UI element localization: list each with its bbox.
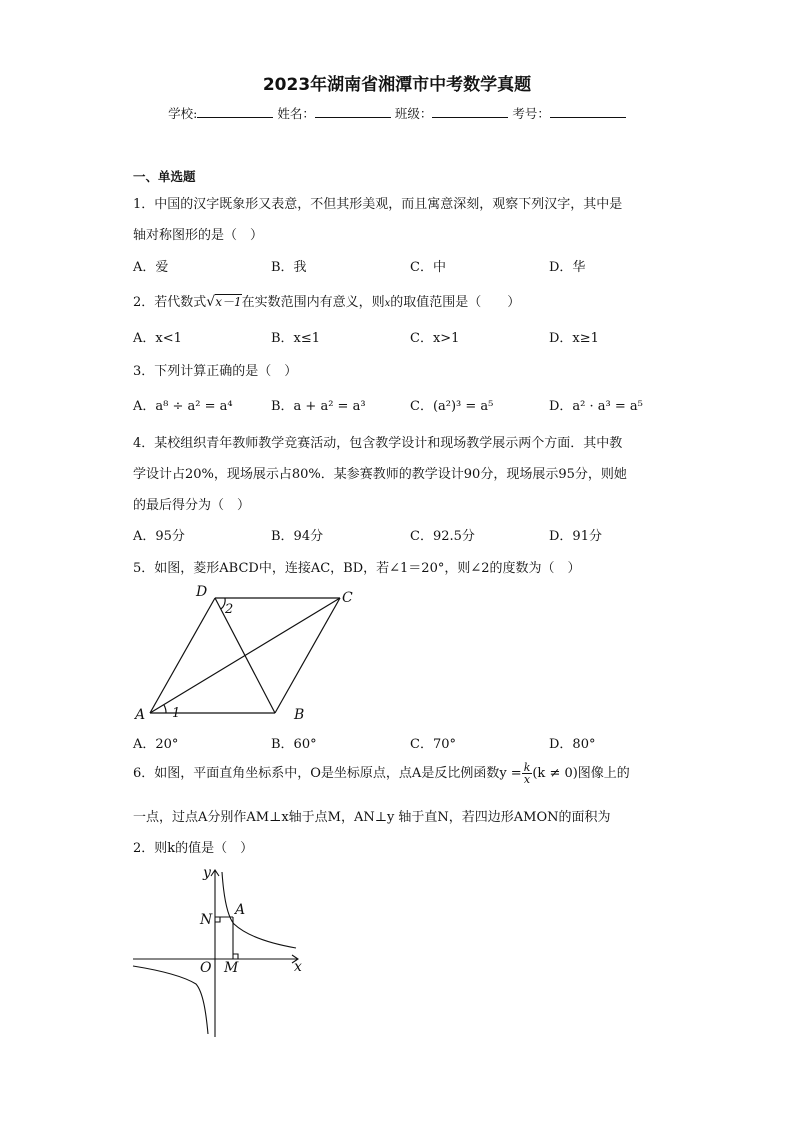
q6-stem-a: 6．如图，平面直角坐标系中，O是坐标原点，点A是反比例函数y = xyxy=(133,766,522,781)
angle-1-arc xyxy=(164,705,166,713)
hyperbola-branch-2 xyxy=(133,966,208,1034)
q2-option-a[interactable]: A．x<1 xyxy=(133,331,182,346)
q4-option-d[interactable]: D．91分 xyxy=(549,529,602,544)
q1-line-1: 1．中国的汉字既象形又表意，不但其形美观，而且寓意深刻，观察下列汉字，其中是 xyxy=(133,197,623,212)
label-angle-2: 2 xyxy=(225,602,234,617)
q2-stem-a: 2．若代数式 xyxy=(133,295,207,310)
q3-stem: 3．下列计算正确的是（ ） xyxy=(133,364,298,379)
label-c: C xyxy=(342,590,353,606)
q2-var: x xyxy=(384,298,391,309)
q6-fraction xyxy=(522,762,533,785)
q2-stem-c: 的取值范围是（ ） xyxy=(390,295,521,310)
school-blank[interactable] xyxy=(197,107,273,118)
q2-stem-b: 在实数范围内有意义，则 xyxy=(241,295,385,310)
label-d: D xyxy=(196,584,208,600)
label-o: O xyxy=(200,960,212,976)
school-label: 学校: xyxy=(168,106,198,121)
diagonal-bd xyxy=(215,598,275,713)
q6-stem-b: (k ≠ 0)图像上的 xyxy=(532,766,630,781)
right-angle-m xyxy=(233,954,238,959)
section-heading: 一、单选题 xyxy=(133,169,196,184)
q1-option-a[interactable]: A．爱 xyxy=(133,260,169,275)
side-bc xyxy=(275,598,340,713)
page-title: 2023年湖南省湘潭市中考数学真题 xyxy=(262,75,532,95)
q1-line-2: 轴对称图形的是（ ） xyxy=(133,228,264,243)
q5-option-a[interactable]: A．20° xyxy=(133,737,179,752)
label-b: B xyxy=(294,707,305,723)
q4-line-3: 的最后得分为（ ） xyxy=(133,498,251,513)
side-da xyxy=(150,598,215,713)
q3-option-a[interactable]: A．a⁸ ÷ a² = a⁴ xyxy=(133,399,233,414)
rhombus-figure xyxy=(130,580,370,725)
q2-radicand: x－1 xyxy=(215,295,242,309)
q3-option-d[interactable]: D．a² · a³ = a⁵ xyxy=(549,399,643,414)
q1-option-c[interactable]: C．中 xyxy=(410,260,446,275)
q6-line-3: 2．则k的值是（ ） xyxy=(133,841,254,856)
label-angle-1: 1 xyxy=(172,706,181,721)
q4-line-2: 学设计占20%，现场展示占80%．某参赛教师的教学设计90分，现场展示95分，则她 xyxy=(133,467,627,482)
class-blank[interactable] xyxy=(432,107,508,118)
q3-option-b[interactable]: B．a + a² = a³ xyxy=(271,399,366,414)
q5-option-b[interactable]: B．60° xyxy=(271,737,317,752)
label-a-point: A xyxy=(235,902,246,918)
q6-line-1 xyxy=(133,762,630,785)
q5-stem: 5．如图，菱形ABCD中，连接AC，BD，若∠1＝20°，则∠2的度数为（ ） xyxy=(133,561,581,576)
q1-option-d[interactable]: D．华 xyxy=(549,260,586,275)
q2-stem xyxy=(133,291,520,310)
label-y: y xyxy=(203,865,211,881)
right-angle-n xyxy=(215,917,220,922)
q6-denominator: x xyxy=(523,773,531,786)
q5-option-d[interactable]: D．80° xyxy=(549,737,596,752)
q4-option-c[interactable]: C．92.5分 xyxy=(410,529,475,544)
q5-option-c[interactable]: C．70° xyxy=(410,737,456,752)
class-label: 班级： xyxy=(394,106,433,121)
q4-option-b[interactable]: B．94分 xyxy=(271,529,324,544)
student-info-line xyxy=(0,104,794,122)
sqrt-radical: √ xyxy=(206,294,216,310)
q1-option-b[interactable]: B．我 xyxy=(271,260,307,275)
label-a: A xyxy=(135,707,146,723)
label-n: N xyxy=(200,912,213,928)
q2-option-b[interactable]: B．x≤1 xyxy=(271,331,321,346)
label-x: x xyxy=(294,959,302,975)
q6-numerator: k xyxy=(523,761,531,774)
number-label: 考号： xyxy=(512,106,550,121)
q4-option-a[interactable]: A．95分 xyxy=(133,529,185,544)
q4-line-1: 4．某校组织青年教师教学竞赛活动，包含教学设计和现场教学展示两个方面．其中教 xyxy=(133,436,623,451)
q6-line-2: 一点，过点A分别作AM⊥x轴于点M，AN⊥y 轴于直N，若四边形AMON的面积为 xyxy=(133,810,611,825)
coordinate-figure xyxy=(128,862,313,1042)
q2-option-c[interactable]: C．x>1 xyxy=(410,331,460,346)
name-label: 姓名： xyxy=(277,106,315,121)
q2-option-d[interactable]: D．x≥1 xyxy=(549,331,599,346)
label-m: M xyxy=(224,960,239,976)
q3-option-c[interactable]: C．(a²)³ = a⁵ xyxy=(410,399,494,414)
number-blank[interactable] xyxy=(550,107,626,118)
name-blank[interactable] xyxy=(315,107,391,118)
